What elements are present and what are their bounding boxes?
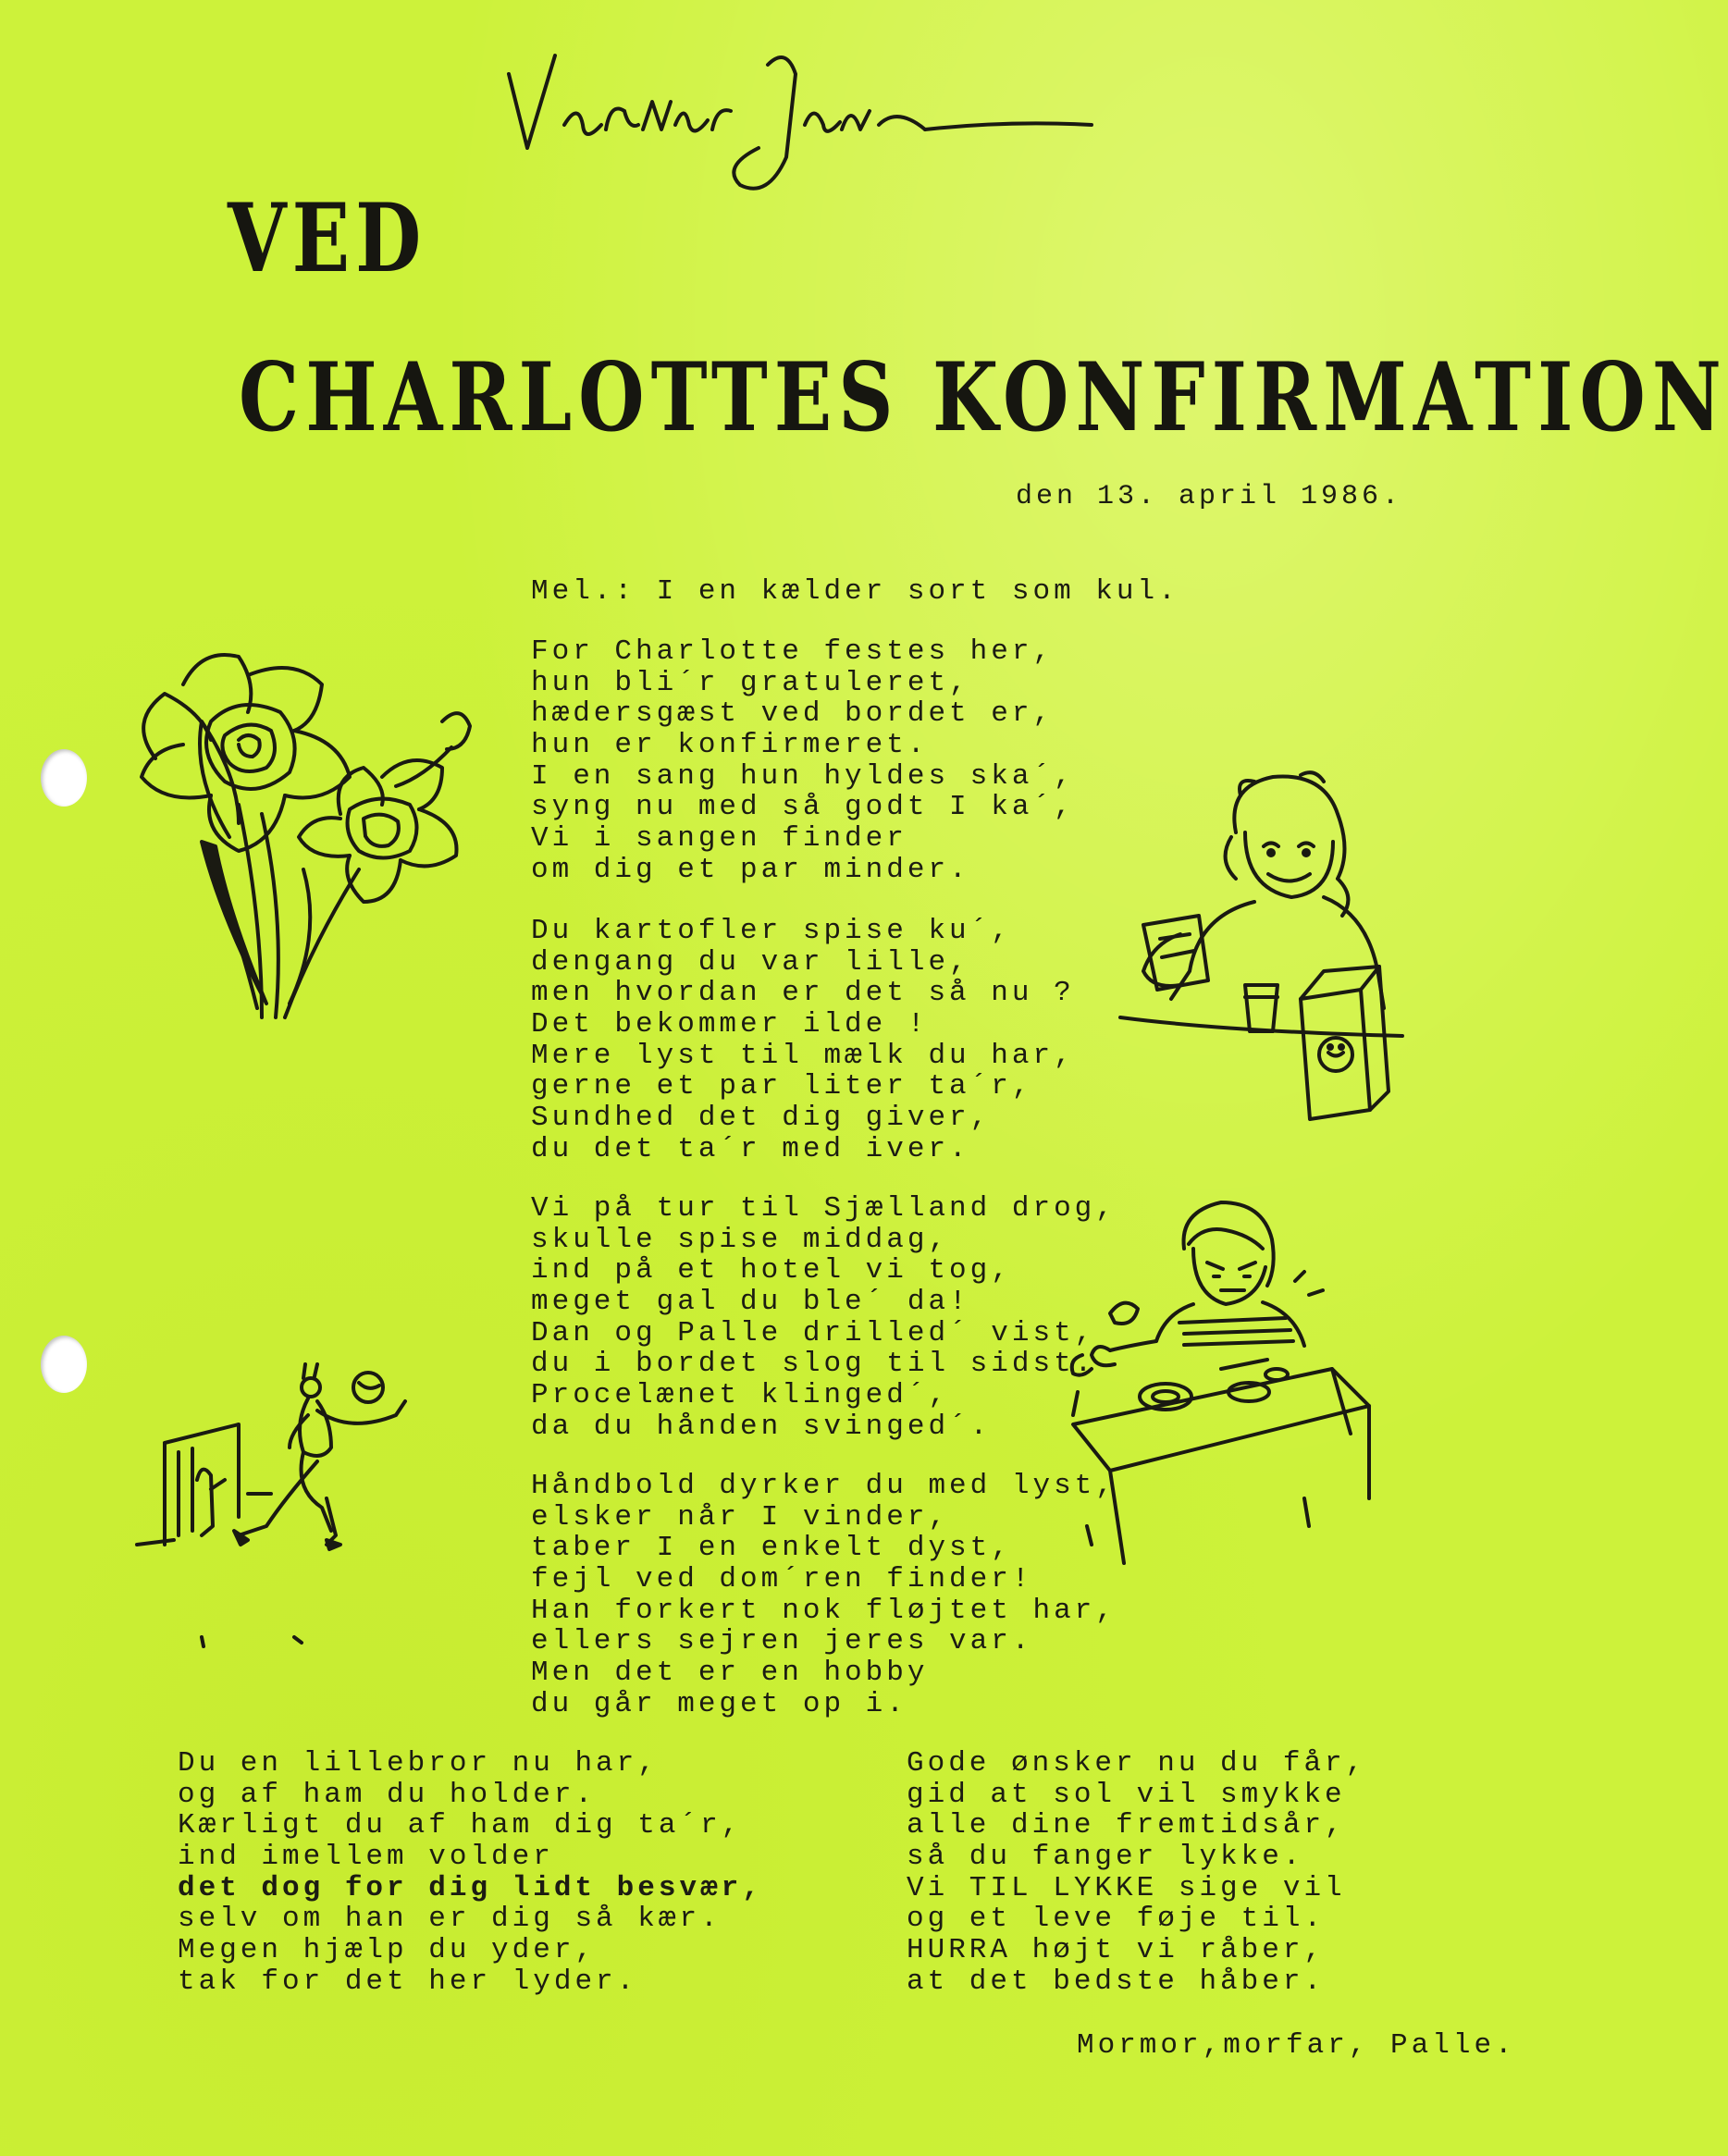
title-line-1: VED [228,183,427,294]
verse-line: fejl ved dom´ren finder! [531,1563,1033,1596]
melody-line: Mel.: I en kælder sort som kul. [531,575,1179,608]
girl-with-milk-icon [1116,758,1412,1147]
verse-line: du går meget op i. [531,1687,907,1720]
verse-3 [531,1193,1117,1443]
verse-line: hun er konfirmeret. [531,729,929,762]
verse-line: Han forkert nok fløjtet har, [531,1594,1117,1627]
verse-line: meget gal du ble´ da! [531,1286,970,1319]
verse-line: Vi på tur til Sjælland drog, [531,1192,1117,1225]
verse-line: hun bli´r gratuleret, [531,666,970,699]
verse-2 [531,916,1075,1165]
verse-line: du i bordet slog til sidst. [531,1348,1096,1381]
verse-line: Du en lillebror nu har, [178,1747,659,1780]
verse-line: og et leve føje til. [907,1903,1326,1936]
verse-line: syng nu med så godt I ka´, [531,791,1075,824]
verse-line: ind imellem volder [178,1841,554,1874]
verse-line: Kærligt du af ham dig ta´r, [178,1809,743,1842]
verse-line: hædersgæst ved bordet er, [531,697,1055,731]
handwritten-signature [490,37,1119,222]
verse-line: og af ham du holder. [178,1778,597,1811]
verse-line: selv om han er dig så kær. [178,1903,722,1936]
verse-line: Megen hjælp du yder, [178,1934,597,1967]
verse-line: I en sang hun hyldes ska´, [531,759,1075,793]
verse-line: Mere lyst til mælk du har, [531,1039,1075,1072]
verse-line: taber I en enkelt dyst, [531,1532,1012,1565]
verse-line: skulle spise middag, [531,1223,950,1256]
verse-4 [531,1471,1117,1720]
verse-line: ind på et hotel vi tog, [531,1254,1012,1287]
punch-hole [41,749,87,807]
verse-line: alle dine fremtidsår, [907,1809,1346,1842]
verse-line: tak for det her lyder. [178,1965,638,1998]
verse-line: Dan og Palle drilled´ vist, [531,1316,1096,1349]
angry-child-at-table-icon [1055,1193,1388,1563]
verse-line: gid at sol vil smykke [907,1778,1346,1811]
verse-line: men hvordan er det så nu ? [531,977,1075,1010]
verse-5 [178,1748,763,1998]
verse-line: da du hånden svinged´. [531,1410,992,1443]
daffodil-bouquet-icon [100,638,498,1027]
verse-line: gerne et par liter ta´r, [531,1070,1033,1103]
verse-line: Sundhed det dig giver, [531,1102,992,1135]
verse-line: Det bekommer ilde ! [531,1008,929,1041]
verse-line: HURRA højt vi råber, [907,1934,1326,1967]
verse-line: Håndbold dyrker du med lyst, [531,1470,1117,1502]
verse-line: Vi TIL LYKKE sige vil [907,1871,1346,1904]
closing-signature: Mormor,morfar, Palle. [1077,2029,1516,2062]
title-line-2: CHARLOTTES KONFIRMATION [239,342,1728,453]
verse-line: Gode ønsker nu du får, [907,1747,1367,1780]
verse-line: ellers sejren jeres var. [531,1625,1033,1658]
verse-line: elsker når I vinder, [531,1500,950,1534]
verse-line: det dog for dig lidt besvær, [178,1871,763,1904]
verse-line: For Charlotte festes her, [531,635,1055,668]
verse-1 [531,636,1075,886]
verse-line: du det ta´r med iver. [531,1132,970,1165]
verse-line: så du fanger lykke. [907,1841,1304,1874]
date: den 13. april 1986. [1016,481,1403,512]
verse-line: at det bedste håber. [907,1965,1326,1998]
verse-line: Procelænet klinged´, [531,1379,950,1412]
verse-line: Men det er en hobby [531,1657,929,1690]
verse-line: dengang du var lille, [531,945,970,979]
verse-line: om dig et par minder. [531,853,970,886]
punch-hole [41,1336,87,1393]
verse-line: Du kartofler spise ku´, [531,915,1012,947]
verse-6 [907,1748,1366,1998]
handball-player-icon [137,1360,442,1656]
verse-line: Vi i sangen finder [531,822,907,856]
